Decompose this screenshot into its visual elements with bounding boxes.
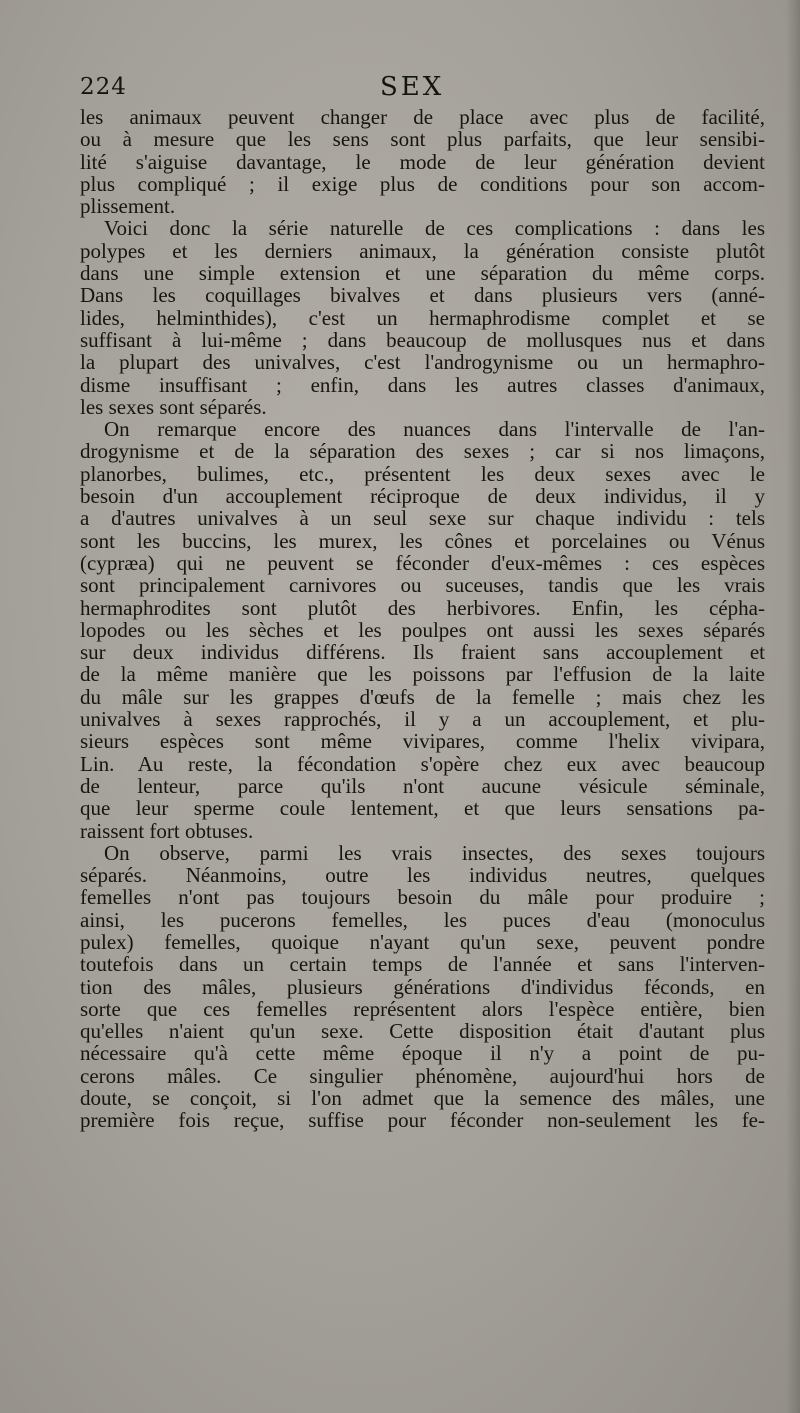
text-line: raissent fort obtuses. [80, 818, 254, 843]
text-line: tion des mâles, plusieurs générations d'individus féconds, en [80, 974, 765, 999]
text-line: ou à mesure que les sens sont plus parfaits, que leur sensibi- [80, 127, 765, 152]
text-line: toutefois dans un certain temps de l'année et sans l'interven- [80, 952, 765, 977]
text-line: cerons mâles. Ce singulier phénomène, aujourd'hui hors de [80, 1063, 765, 1088]
text-line: (cypræa) qui ne peuvent se féconder d'eux-mêmes : ces espèces [80, 550, 765, 575]
text-line: sont principalement carnivores ou suceuses, tandis que les vrais [80, 573, 765, 598]
text-line: lides, helminthides), c'est un hermaphrodisme complet et se [80, 305, 765, 330]
text-line: femelles n'ont pas toujours besoin du mâle pour produire ; [80, 885, 765, 910]
text-line: pulex) femelles, quoique n'ayant qu'un sexe, peuvent pondre [80, 929, 765, 954]
text-line: de la même manière que les poissons par l'effusion de la laite [80, 662, 765, 687]
text-line: sorte que ces femelles représentent alors l'espèce entière, bien [80, 996, 765, 1021]
paragraph [80, 418, 765, 842]
text-line: suffisant à lui-même ; dans beaucoup de mollusques nus et dans [80, 327, 765, 352]
text-line: drogynisme et de la séparation des sexes ; car si nos limaçons, [80, 439, 765, 464]
text-line: nécessaire qu'à cette même époque il n'y a point de pu- [80, 1041, 765, 1066]
paragraph [80, 106, 765, 217]
page-number: 224 [80, 74, 127, 100]
text-line: besoin d'un accouplement réciproque de deux individus, il y [80, 484, 765, 509]
text-line: les sexes sont séparés. [80, 394, 267, 419]
page-header [80, 74, 760, 106]
text-line: les animaux peuvent changer de place avec plus de facilité, [80, 105, 765, 129]
text-line: qu'elles n'aient qu'un sexe. Cette disposition était d'autant plus [80, 1019, 765, 1044]
text-line: que leur sperme coule lentement, et que leurs sensations pa- [80, 796, 765, 821]
text-line: ainsi, les pucerons femelles, les puces d'eau (monoculus [80, 907, 765, 932]
text-line: dans une simple extension et une séparation du même corps. [80, 261, 765, 286]
text-line: doute, se conçoit, si l'on admet que la semence des mâles, une [80, 1086, 765, 1111]
text-line: Lin. Au reste, la fécondation s'opère chez eux avec beaucoup [80, 751, 765, 776]
text-line: séparés. Néanmoins, outre les individus neutres, quelques [80, 863, 765, 888]
paragraph [80, 842, 765, 1132]
page-edge-shadow [786, 0, 800, 1413]
text-line: univalves à sexes rapprochés, il y a un accouplement, et plu- [80, 707, 765, 732]
text-line: sur deux individus différens. Ils fraient sans accouplement et [80, 640, 765, 665]
text-line: On observe, parmi les vrais insectes, des sexes toujours [104, 840, 765, 865]
running-title: SEX [380, 72, 445, 102]
text-line: disme insuffisant ; enfin, dans les autres classes d'animaux, [80, 372, 765, 397]
text-line: lité s'aiguise davantage, le mode de leur génération devient [80, 149, 765, 174]
text-line: sont les buccins, les murex, les cônes et porcelaines ou Vénus [80, 528, 765, 553]
text-line: lopodes ou les sèches et les poulpes ont aussi les sexes séparés [80, 617, 765, 642]
paragraph [80, 217, 765, 418]
text-line: Voici donc la série naturelle de ces complications : dans les [104, 216, 765, 241]
text-line: première fois reçue, suffise pour féconder non-seulement les fe- [80, 1108, 765, 1133]
text-line: On remarque encore des nuances dans l'intervalle de l'an- [104, 417, 765, 442]
text-line: la plupart des univalves, c'est l'androgynisme ou un hermaphro- [80, 350, 765, 375]
text-line: hermaphrodites sont plutôt des herbivores. Enfin, les cépha- [80, 595, 765, 620]
text-line: a d'autres univalves à un seul sexe sur chaque individu : tels [80, 506, 765, 531]
text-line: sieurs espèces sont même vivipares, comme l'helix vivipara, [80, 729, 765, 754]
text-line: polypes et les derniers animaux, la génération consiste plutôt [80, 238, 765, 263]
text-line: plus compliqué ; il exige plus de conditions pour son accom- [80, 171, 765, 196]
text-line: de lenteur, parce qu'ils n'ont aucune vésicule séminale, [80, 773, 765, 798]
text-line: Dans les coquillages bivalves et dans plusieurs vers (anné- [80, 283, 765, 308]
text-line: du mâle sur les grappes d'œufs de la femelle ; mais chez les [80, 684, 765, 709]
body-text [80, 106, 765, 1132]
text-line: planorbes, bulimes, etc., présentent les deux sexes avec le [80, 461, 765, 486]
text-line: plissement. [80, 194, 176, 219]
